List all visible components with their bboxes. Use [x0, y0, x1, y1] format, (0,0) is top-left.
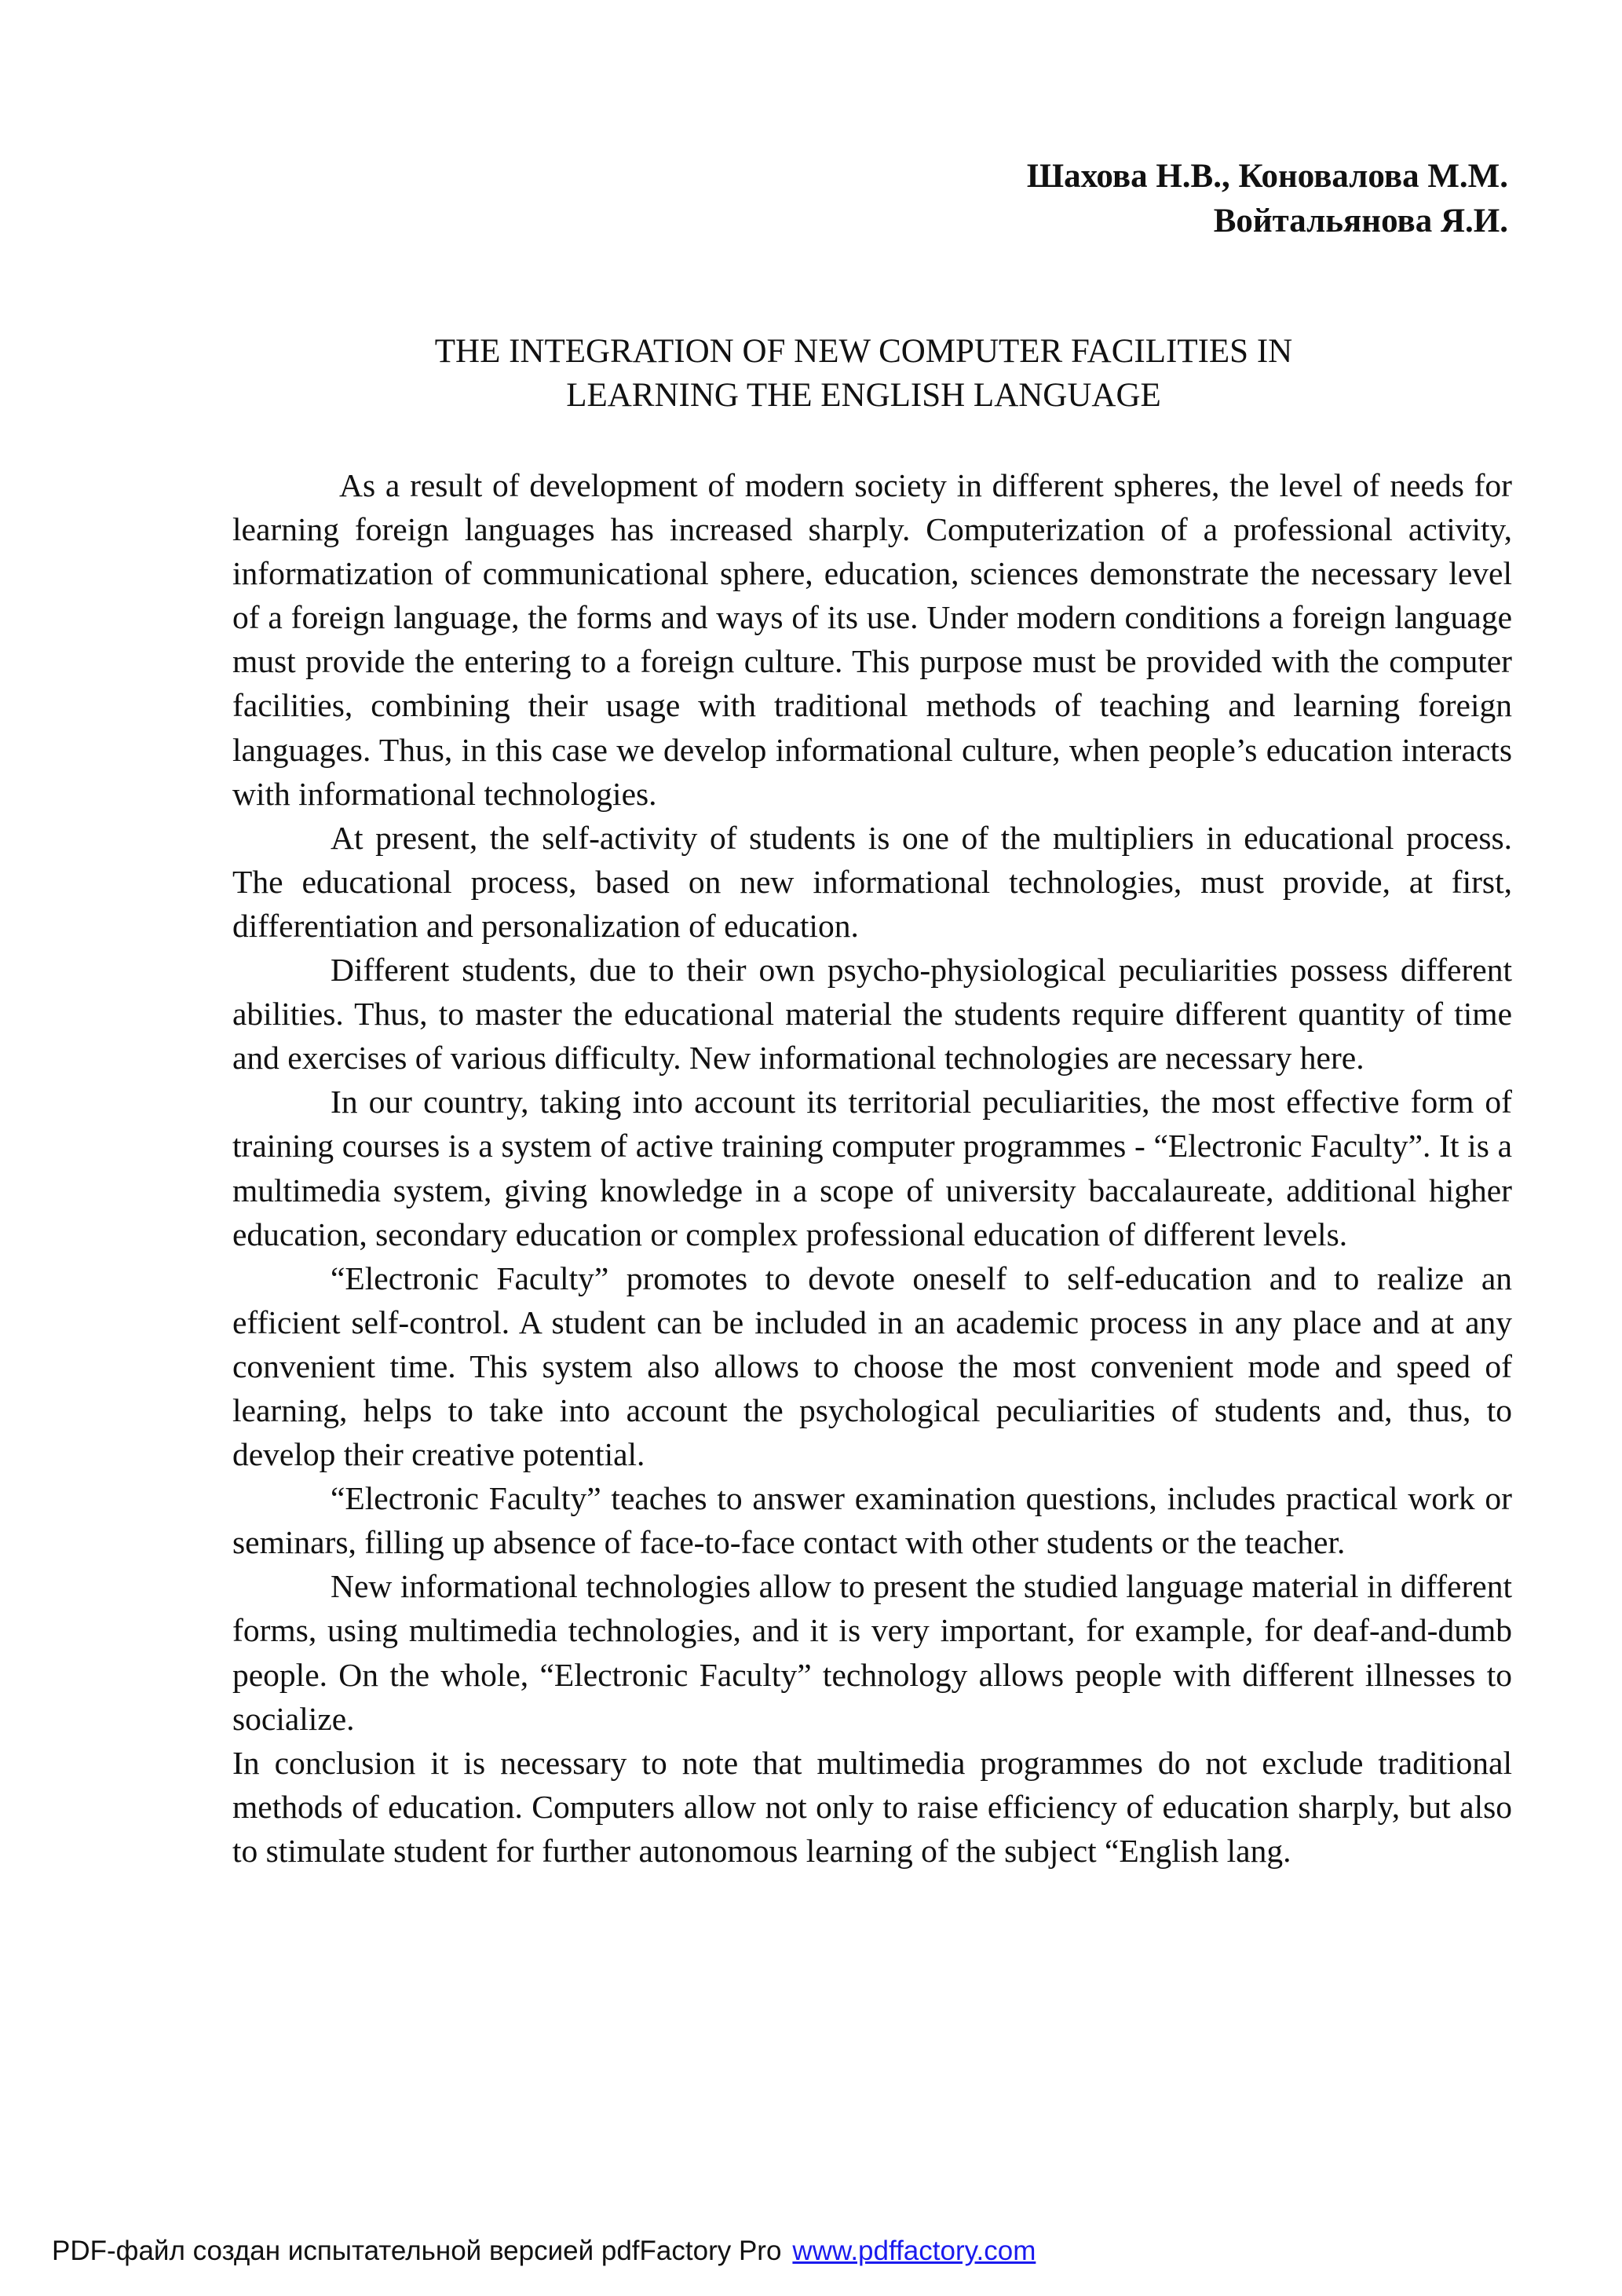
title-line-2: LEARNING THE ENGLISH LANGUAGE: [566, 377, 1161, 414]
paragraph-7: New informational technologies allow to present the studied language material in different forms, using multimedia technologies, and it is very important, for example, for deaf-and-dumb people. On the whole, “Electronic Faculty” technology allows people with different illnesses to socialize.: [232, 1568, 1512, 1737]
paragraph-5: “Electronic Faculty” promotes to devote oneself to self-education and to realize an efficient self-control. A student can be included in an academic process in any place and at any convenient time. This system also allows to choose the most convenient mode and speed of learning, helps to take into account the psychological peculiarities of students and, thus, to develop their creative potential.: [232, 1260, 1512, 1473]
paragraph-8: In conclusion it is necessary to note that multimedia programmes do not exclude traditional methods of education. Computers allow not only to raise efficiency of education sharply, but also to stimulate student for further autonomous learning of the subject “English lang.: [232, 1744, 1512, 1869]
authors-block: [566, 154, 1508, 243]
article-body: [232, 463, 1512, 1873]
authors-line-2: Войтальянова Я.И.: [1213, 203, 1508, 239]
pdf-footer: [52, 2235, 1036, 2268]
paragraph-6: “Electronic Faculty” teaches to answer examination questions, includes practical work or seminars, filling up absence of face-to-face contact with other students or the teacher.: [232, 1480, 1512, 1561]
title-line-1: THE INTEGRATION OF NEW COMPUTER FACILITIES IN: [434, 333, 1293, 370]
article-title: [236, 330, 1492, 418]
paragraph-2: At present, the self-activity of students is one of the multipliers in educational process. The educational process, based on new informational technologies, must provide, at first, differentiation and personalization of education.: [232, 819, 1512, 944]
paragraph-4: In our country, taking into account its territorial peculiarities, the most effective form of training courses is a system of active training computer programmes - “Electronic Faculty”. It is a multimedia system, giving knowledge in a scope of university baccalaureate, additional higher education, secondary education or complex professional education of different levels.: [232, 1084, 1512, 1252]
footer-text: PDF-файл создан испытательной версией pdfFactory Pro: [52, 2236, 782, 2266]
paragraph-1: As a result of development of modern society in different spheres, the level of needs for learning foreign languages has increased sharply. Computerization of a professional activity, informatization of communicational sphere, education, sciences demonstrate the necessary level of a foreign language, the forms and ways of its use. Under modern conditions a foreign language must provide the entering to a foreign culture. This purpose must be provided with the computer facilities, combining their usage with traditional methods of teaching and learning foreign languages. Thus, in this case we develop informational culture, when people’s education interacts with informational technologies.: [232, 467, 1512, 812]
footer-link[interactable]: www.pdffactory.com: [792, 2236, 1036, 2266]
authors-line-1: Шахова Н.В., Коновалова М.М.: [1026, 158, 1508, 195]
paragraph-3: Different students, due to their own psycho-physiological peculiarities possess different abilities. Thus, to master the educational material the students require different quantity of time and exercises of various difficulty. New informational technologies are necessary here.: [232, 952, 1512, 1077]
